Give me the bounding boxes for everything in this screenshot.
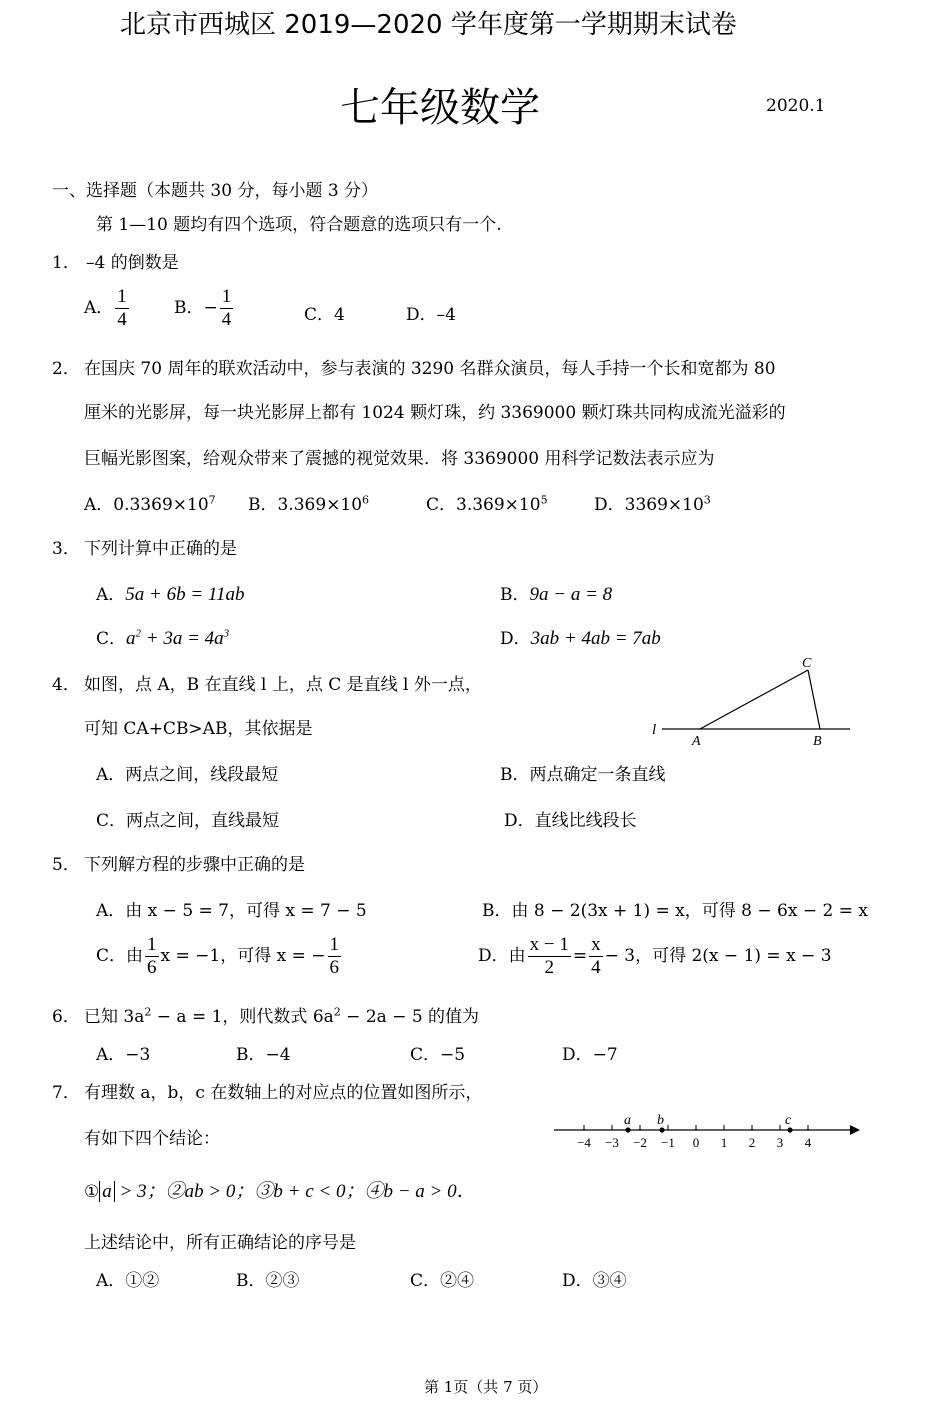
q6-option-a: A．−3 [96, 1045, 151, 1065]
q6-stem: 已知 $3a^2 - a = 1$，则代数式 $6a^2 - 2a - 5$ 的值为 [84, 1005, 480, 1027]
q7-line1: 有理数 a，b，c 在数轴上的对应点的位置如图所示， [84, 1083, 483, 1103]
q2-line2: 厘米的光影屏，每一块光影屏上都有 1024 颗灯珠，约 3369000 颗灯珠共同构成流光溢彩的 [84, 403, 786, 423]
q4-number: 4． [52, 675, 80, 695]
axis-tick-label: −4 [577, 1135, 591, 1150]
q6-option-d: D．−7 [562, 1045, 618, 1065]
axis-tick-label: −2 [633, 1135, 647, 1150]
q4-line1: 如图，点 A，B 在直线 l 上，点 C 是直线 l 外一点， [84, 675, 482, 695]
q7-option-c: C．②④ [410, 1271, 475, 1291]
q4-option-d: D．直线比线段长 [504, 811, 637, 831]
q4-option-c: C．两点之间，直线最短 [96, 811, 280, 831]
q1-option-c: C．4 [304, 305, 345, 325]
axis-tick-label: 3 [776, 1135, 784, 1150]
section-heading: 一、选择题（本题共 30 分，每小题 3 分） [52, 181, 379, 201]
q6-number: 6． [52, 1007, 80, 1027]
q2-option-a: A．$0.3369\times 10^7$ [84, 493, 216, 515]
section-instruction: 第 1—10 题均有四个选项，符合题意的选项只有一个. [96, 215, 502, 235]
q7-line2: 有如下四个结论： [84, 1129, 220, 1149]
axis-point-b: b [657, 1113, 664, 1128]
axis-tick-label: −1 [661, 1135, 675, 1150]
axis-tick-label: 2 [748, 1135, 756, 1150]
subject-title: 七年级数学 [340, 85, 540, 131]
axis-tick-label: −3 [605, 1135, 619, 1150]
axis-point-c: c [785, 1113, 792, 1128]
q7-line4: 上述结论中，所有正确结论的序号是 [84, 1233, 356, 1253]
q4-option-a: A．两点之间，线段最短 [96, 765, 279, 785]
axis-tick-label: 4 [804, 1135, 812, 1150]
q4-triangle-figure [650, 650, 860, 750]
q3-number: 3． [52, 539, 80, 559]
q7-option-b: B．②③ [236, 1271, 300, 1291]
q2-line3: 巨幅光影图案，给观众带来了震撼的视觉效果．将 3369000 用科学记数法表示应为 [84, 449, 715, 469]
q2-number: 2． [52, 359, 80, 379]
q5-option-b: B．由 8 − 2(3x + 1) = x，可得 8 − 6x − 2 = x [482, 901, 868, 921]
q1-option-b: B．− $\frac{1}{4}$ [174, 286, 232, 330]
q2-line1: 在国庆 70 周年的联欢活动中，参与表演的 3290 名群众演员，每人手持一个长和宽都为 80 [84, 359, 776, 379]
q5-option-c: C．由 $\frac{1}{6}$ x = −1，可得 x = − $\frac{1}{6}$ [96, 934, 340, 978]
q1-number: 1． [52, 253, 80, 273]
q1-option-d: D．–4 [406, 305, 456, 325]
q4-line2: 可知 CA+CB>AB，其依据是 [84, 719, 313, 739]
fig-label-a: A [692, 734, 701, 749]
fig-label-b: B [813, 734, 822, 749]
q6-option-c: C．−5 [410, 1045, 466, 1065]
q2-option-c: C．$3.369\times 10^5$ [426, 493, 548, 515]
q4-option-b: B．两点确定一条直线 [500, 765, 666, 785]
q7-option-a: A．①② [96, 1271, 160, 1291]
axis-tick-label: 1 [720, 1135, 728, 1150]
q5-option-a: A．由 x − 5 = 7，可得 x = 7 − 5 [96, 901, 367, 921]
q3-option-d: D．3ab + 4ab = 7ab [500, 628, 661, 649]
q7-option-d: D．③④ [562, 1271, 627, 1291]
q7-number-line [550, 1108, 866, 1156]
q6-option-b: B．−4 [236, 1045, 291, 1065]
q1-option-a: A． $\frac{1}{4}$ [84, 286, 127, 330]
q5-number: 5． [52, 855, 80, 875]
q1-stem: –4 的倒数是 [86, 253, 179, 273]
q3-option-b: B．9a − a = 8 [500, 584, 613, 605]
q7-conclusions: ① a > 3；②ab > 0；③b + c < 0；④b − a > 0． [84, 1181, 476, 1202]
q2-option-d: D．$3369\times 10^3$ [594, 493, 711, 515]
fig-label-l: l [652, 722, 657, 738]
axis-tick-label: 0 [692, 1135, 700, 1150]
exam-date: 2020.1 [766, 96, 826, 116]
q2-option-b: B．$3.369\times 10^6$ [248, 493, 370, 515]
q5-stem: 下列解方程的步骤中正确的是 [84, 855, 305, 875]
axis-point-a: a [624, 1113, 631, 1128]
q3-option-c: C．$a^2 + 3a = 4a^3$ [96, 627, 230, 649]
q3-option-a: A．5a + 6b = 11ab [96, 584, 245, 605]
fig-label-c: C [802, 656, 812, 671]
exam-title: 北京市西城区 2019—2020 学年度第一学期期末试卷 [120, 10, 737, 40]
q5-option-d: D．由 $\frac{x - 1}{2}$ = $\frac{x}{4}$ − 3，可得 2(x − 1) = x − 3 [478, 934, 832, 978]
q7-number: 7． [52, 1083, 80, 1103]
q3-stem: 下列计算中正确的是 [84, 539, 237, 559]
page-footer: 第 1页（共 7 页） [424, 1378, 548, 1396]
